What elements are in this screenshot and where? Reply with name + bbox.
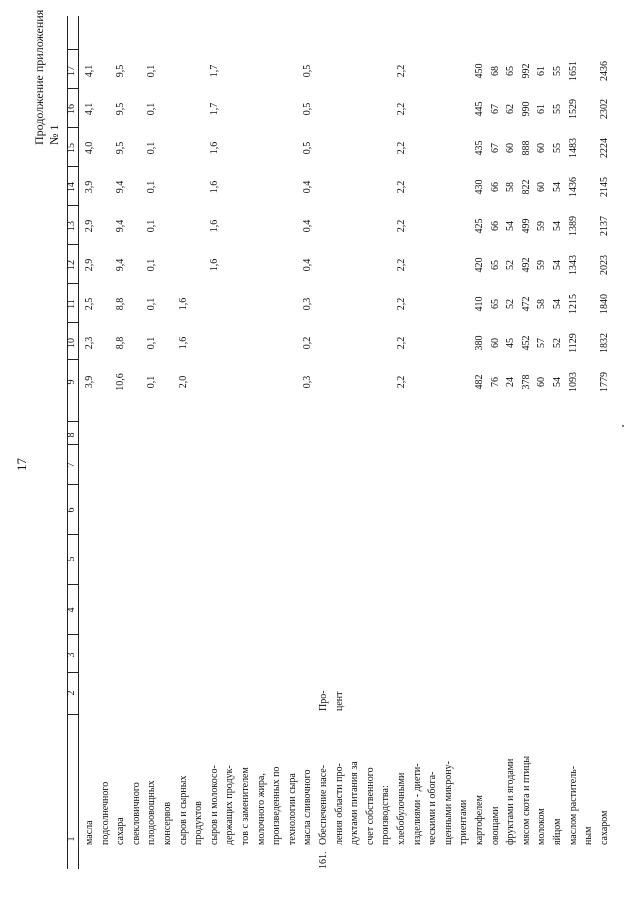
cell-value: 0,4 xyxy=(302,180,314,194)
row-label: фруктами и ягодами xyxy=(505,758,517,845)
cell-value: 57 xyxy=(536,338,548,348)
row-label: держащих продук- xyxy=(224,765,236,845)
cell-value: 60 xyxy=(536,143,548,153)
cell-value: 1,6 xyxy=(177,297,189,311)
page-number: 17 xyxy=(14,458,29,471)
cell-value: 1483 xyxy=(567,138,579,158)
cell-value: 8,8 xyxy=(115,297,127,311)
cell-value: 2,2 xyxy=(396,64,407,78)
cell-value: 1840 xyxy=(598,294,610,314)
header-column-divider xyxy=(67,322,78,323)
cell-value: 435 xyxy=(474,140,485,156)
cell-value: 1,6 xyxy=(177,336,189,350)
cell-value: 378 xyxy=(520,374,532,390)
row-label: технологии сыра xyxy=(286,773,298,845)
row-label: консервов xyxy=(162,801,173,845)
cell-value: 52 xyxy=(552,338,563,348)
column-header-4: 4 xyxy=(66,607,77,613)
row-label: произведенных по xyxy=(271,766,283,845)
scan-speck xyxy=(622,425,624,427)
cell-value: 1093 xyxy=(567,372,579,392)
cell-value: 65 xyxy=(505,66,517,76)
cell-value: 2,2 xyxy=(396,375,407,389)
cell-value: 9,5 xyxy=(115,64,127,78)
cell-value: 1832 xyxy=(598,333,610,353)
row-unit: Про- xyxy=(318,690,329,711)
cell-value: 2,2 xyxy=(396,102,407,116)
cell-value: 2224 xyxy=(598,138,610,158)
cell-value: 410 xyxy=(474,296,485,312)
cell-value: 62 xyxy=(505,104,517,114)
row-label: Обеспечение насе- xyxy=(318,764,329,845)
row-label: сахаром xyxy=(598,810,610,845)
cell-value: 450 xyxy=(474,63,485,79)
cell-value: 76 xyxy=(489,377,501,387)
column-header-6: 6 xyxy=(66,507,77,513)
cell-value: 59 xyxy=(536,260,548,270)
cell-value: 0,5 xyxy=(302,64,314,78)
cell-value: 822 xyxy=(520,179,532,195)
cell-value: 54 xyxy=(552,260,563,270)
cell-value: 445 xyxy=(474,101,485,117)
cell-value: 380 xyxy=(474,335,485,351)
row-label: яйцом xyxy=(552,818,563,845)
cell-value: 2,3 xyxy=(84,336,95,350)
cell-value: 58 xyxy=(536,299,548,309)
cell-value: 65 xyxy=(489,299,501,309)
cell-value: 452 xyxy=(520,335,532,351)
cell-value: 55 xyxy=(552,143,563,153)
cell-value: 9,4 xyxy=(115,258,127,272)
cell-value: 68 xyxy=(489,66,501,76)
row-label: подсолнечного xyxy=(99,781,111,845)
cell-value: 9,5 xyxy=(115,102,127,116)
column-header-9: 9 xyxy=(66,379,77,385)
row-label: овощами xyxy=(489,806,501,845)
row-label: сыров и сырных xyxy=(177,775,189,845)
row-label: производства: xyxy=(380,785,392,845)
cell-value: 1529 xyxy=(567,99,579,119)
cell-value: 0,4 xyxy=(302,258,314,272)
cell-value: 992 xyxy=(520,63,532,79)
cell-value: 0,4 xyxy=(302,219,314,233)
cell-value: 2,2 xyxy=(396,180,407,194)
cell-value: 66 xyxy=(489,182,501,192)
column-header-1: 1 xyxy=(66,836,77,842)
cell-value: 52 xyxy=(505,299,517,309)
cell-value: 54 xyxy=(552,182,563,192)
header-column-divider xyxy=(67,672,78,673)
cell-value: 52 xyxy=(505,260,517,270)
cell-value: 430 xyxy=(474,179,485,195)
column-header-13: 13 xyxy=(66,221,77,231)
row-label: триентами xyxy=(458,799,470,845)
header-column-divider xyxy=(67,359,78,360)
cell-value: 60 xyxy=(505,143,517,153)
cell-value: 1129 xyxy=(567,333,579,353)
header-column-divider xyxy=(67,444,78,445)
cell-value: 9,4 xyxy=(115,219,127,233)
cell-value: 54 xyxy=(552,299,563,309)
cell-value: 1,6 xyxy=(208,141,220,155)
cell-value: 4,1 xyxy=(84,64,95,78)
cell-value: 1,6 xyxy=(208,180,220,194)
cell-value: 2,2 xyxy=(396,297,407,311)
cell-value: 67 xyxy=(489,104,501,114)
cell-value: 0,1 xyxy=(146,141,158,155)
cell-value: 1436 xyxy=(567,177,579,197)
row-number: 161. xyxy=(318,851,329,869)
cell-value: 1651 xyxy=(567,61,579,81)
cell-value: 2,5 xyxy=(84,297,95,311)
column-header-11: 11 xyxy=(66,299,77,309)
row-label: плодоовощных xyxy=(146,780,158,845)
row-label: ным xyxy=(583,826,595,845)
cell-value: 2436 xyxy=(598,61,610,81)
column-header-12: 12 xyxy=(66,260,77,270)
cell-value: 45 xyxy=(505,338,517,348)
cell-value: 1,6 xyxy=(208,258,220,272)
cell-value: 10,6 xyxy=(115,373,127,391)
cell-value: 2137 xyxy=(598,216,610,236)
cell-value: 2302 xyxy=(598,99,610,119)
row-label: молочного жира, xyxy=(255,773,267,845)
cell-value: 1,7 xyxy=(208,102,220,116)
column-header-17: 17 xyxy=(66,66,77,76)
cell-value: 2,2 xyxy=(396,336,407,350)
cell-value: 0,1 xyxy=(146,219,158,233)
cell-value: 1389 xyxy=(567,216,579,236)
header-column-divider xyxy=(67,534,78,535)
cell-value: 1779 xyxy=(598,372,610,392)
row-label: ческими и обога- xyxy=(427,771,439,845)
cell-value: 54 xyxy=(552,377,563,387)
cell-value: 0,1 xyxy=(146,297,158,311)
cell-value: 3,9 xyxy=(84,375,95,389)
cell-value: 1,7 xyxy=(208,64,220,78)
header-column-divider xyxy=(67,205,78,206)
row-label: маслом раститель- xyxy=(567,765,579,845)
row-label: сыров и молокосо- xyxy=(208,765,220,845)
header-column-divider xyxy=(67,244,78,245)
column-header-10: 10 xyxy=(66,338,77,348)
cell-value: 0,1 xyxy=(146,180,158,194)
cell-value: 0,1 xyxy=(146,64,158,78)
header-column-divider xyxy=(67,584,78,585)
cell-value: 58 xyxy=(505,182,517,192)
row-label: продуктов xyxy=(193,801,205,845)
cell-value: 1343 xyxy=(567,255,579,275)
cell-value: 9,5 xyxy=(115,141,127,155)
header-column-divider xyxy=(67,127,78,128)
cell-value: 990 xyxy=(520,101,532,117)
cell-value: 54 xyxy=(552,221,563,231)
cell-value: 9,4 xyxy=(115,180,127,194)
cell-value: 2,2 xyxy=(396,258,407,272)
header-column-divider xyxy=(67,634,78,635)
row-label: мясом скота и птицы xyxy=(520,755,532,845)
header-column-divider xyxy=(67,484,78,485)
header-column-divider xyxy=(67,88,78,89)
cell-value: 499 xyxy=(520,218,532,234)
continuation-title: Продолжение приложения № 1 xyxy=(32,9,61,145)
cell-value: 482 xyxy=(474,374,485,390)
cell-value: 2,9 xyxy=(84,219,95,233)
cell-value: 61 xyxy=(536,66,548,76)
row-label: сахара xyxy=(115,817,127,845)
column-header-15: 15 xyxy=(66,143,77,153)
table-header-rule xyxy=(78,16,79,869)
row-label: свекловичного xyxy=(130,782,142,845)
cell-value: 888 xyxy=(520,140,532,156)
cell-value: 54 xyxy=(505,221,517,231)
cell-value: 0,1 xyxy=(146,375,158,389)
cell-value: 55 xyxy=(552,66,563,76)
column-header-14: 14 xyxy=(66,182,77,192)
column-header-16: 16 xyxy=(66,104,77,114)
header-column-divider xyxy=(67,421,78,422)
cell-value: 2145 xyxy=(598,177,610,197)
row-label: щенными микрону- xyxy=(442,761,454,845)
row-label: изделиями - диети- xyxy=(411,763,423,845)
row-label: молоком xyxy=(536,808,548,845)
row-label: ления области про- xyxy=(333,763,345,845)
cell-value: 55 xyxy=(552,104,563,114)
cell-value: 1215 xyxy=(567,294,579,314)
row-label: масла xyxy=(84,820,95,845)
cell-value: 24 xyxy=(505,377,517,387)
header-column-divider xyxy=(67,49,78,50)
cell-value: 60 xyxy=(489,338,501,348)
cell-value: 2,9 xyxy=(84,258,95,272)
cell-value: 60 xyxy=(536,377,548,387)
row-label: тов с заменителем xyxy=(240,767,251,845)
cell-value: 472 xyxy=(520,296,532,312)
cell-value: 1,6 xyxy=(208,219,220,233)
column-header-2: 2 xyxy=(66,690,77,696)
row-label: дуктами питания за xyxy=(349,761,361,845)
row-label: хлебобулочными xyxy=(396,772,407,845)
cell-value: 2,2 xyxy=(396,141,407,155)
cell-value: 0,5 xyxy=(302,102,314,116)
cell-value: 67 xyxy=(489,143,501,153)
cell-value: 0,3 xyxy=(302,297,314,311)
cell-value: 0,1 xyxy=(146,336,158,350)
cell-value: 4,0 xyxy=(84,141,95,155)
cell-value: 0,1 xyxy=(146,258,158,272)
cell-value: 66 xyxy=(489,221,501,231)
column-header-5: 5 xyxy=(66,556,77,562)
cell-value: 0,3 xyxy=(302,375,314,389)
cell-value: 2023 xyxy=(598,255,610,275)
cell-value: 492 xyxy=(520,257,532,273)
column-header-3: 3 xyxy=(66,652,77,658)
cell-value: 65 xyxy=(489,260,501,270)
cell-value: 2,2 xyxy=(396,219,407,233)
header-column-divider xyxy=(67,283,78,284)
row-unit: цент xyxy=(333,691,345,711)
cell-value: 8,8 xyxy=(115,336,127,350)
cell-value: 59 xyxy=(536,221,548,231)
row-label: масла сливочного xyxy=(302,769,314,845)
header-column-divider xyxy=(67,166,78,167)
cell-value: 0,1 xyxy=(146,102,158,116)
header-column-divider xyxy=(67,714,78,715)
cell-value: 60 xyxy=(536,182,548,192)
cell-value: 3,9 xyxy=(84,180,95,194)
row-label: счет собственного xyxy=(364,767,376,845)
cell-value: 420 xyxy=(474,257,485,273)
cell-value: 0,5 xyxy=(302,141,314,155)
row-label: картофелем xyxy=(474,795,485,845)
cell-value: 61 xyxy=(536,104,548,114)
column-header-7: 7 xyxy=(66,462,77,468)
column-header-8: 8 xyxy=(66,432,77,438)
cell-value: 2,0 xyxy=(177,375,189,389)
cell-value: 425 xyxy=(474,218,485,234)
cell-value: 0,2 xyxy=(302,336,314,350)
cell-value: 4,1 xyxy=(84,102,95,116)
